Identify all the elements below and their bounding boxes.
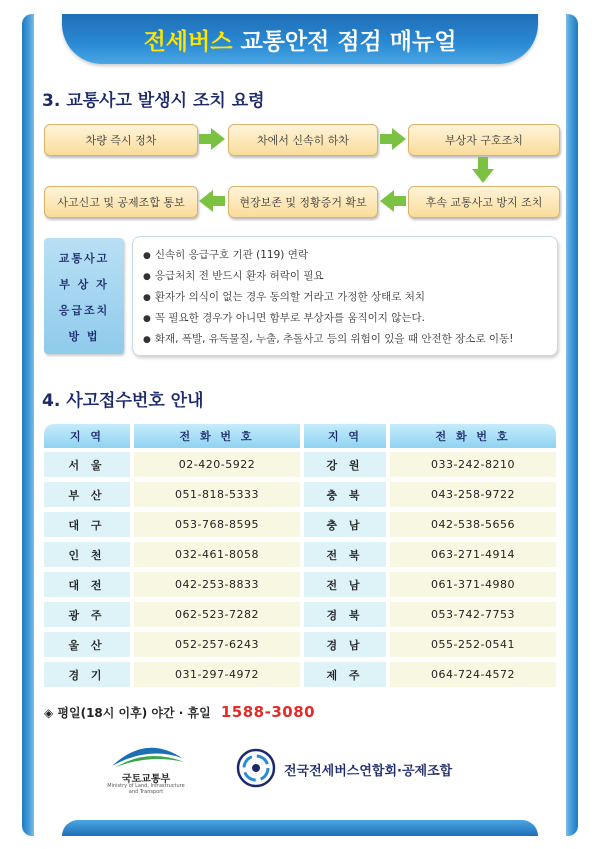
header-phone-right: 전 화 번 호: [390, 424, 556, 448]
flow-step-6: 사고신고 및 공제조합 통보: [44, 186, 198, 218]
guide-item: ● 응급처치 전 반드시 환자 허락이 필요: [143, 268, 324, 283]
table-region-cell: 제 주: [304, 662, 386, 687]
guide-content-box: [132, 236, 558, 356]
guide-item: ● 신속히 응급구호 기관 (119) 연락: [143, 247, 308, 262]
association-logo: [236, 748, 453, 792]
association-name: 전국전세버스연합회·공제조합: [284, 764, 453, 779]
table-region-cell: 충 북: [304, 482, 386, 507]
table-region-cell: 강 원: [304, 452, 386, 477]
table-phone-cell: 062-523-7282: [134, 602, 300, 627]
flow-step-1: 차량 즉시 정차: [44, 124, 198, 156]
table-phone-cell: 053-768-8595: [134, 512, 300, 537]
flow-step-2: 차에서 신속히 하차: [228, 124, 378, 156]
table-region-cell: 인 천: [44, 542, 130, 567]
table-phone-cell: 063-271-4914: [390, 542, 556, 567]
guide-item: ● 화재, 폭발, 유독물질, 누출, 추돌사고 등의 위험이 있을 때 안전한 장소로 이동!: [143, 331, 513, 346]
title-rest: 교통안전 점검 매뉴얼: [240, 28, 457, 55]
table-phone-cell: 033-242-8210: [390, 452, 556, 477]
table-phone-cell: 052-257-6243: [134, 632, 300, 657]
arrow-right-icon: [380, 128, 406, 150]
guide-label-line: 교통사고: [58, 252, 110, 265]
table-phone-cell: 055-252-0541: [390, 632, 556, 657]
title-accent: 전세버스: [143, 28, 233, 55]
table-region-cell: 전 북: [304, 542, 386, 567]
arrow-down-icon: [472, 157, 494, 183]
ministry-emblem-icon: [104, 740, 188, 768]
table-phone-cell: 064-724-4572: [390, 662, 556, 687]
table-phone-cell: 051-818-5333: [134, 482, 300, 507]
table-phone-cell: 02-420-5922: [134, 452, 300, 477]
hotline: [44, 703, 315, 721]
arrow-left-icon: [380, 190, 406, 212]
table-phone-cell: 032-461-8058: [134, 542, 300, 567]
flow-step-3: 부상자 구호조치: [408, 124, 560, 156]
arrow-right-icon: [199, 128, 225, 150]
table-region-cell: 울 산: [44, 632, 130, 657]
flow-step-4: 후속 교통사고 방지 조치: [408, 186, 560, 218]
header-region-left: 지 역: [44, 424, 130, 448]
section4-title: 4. 사고접수번호 안내: [42, 391, 204, 411]
association-emblem-icon: [236, 748, 276, 788]
ministry-en: Ministry of Land, Infrastructure and Transport: [107, 783, 185, 795]
header-phone-left: 전 화 번 호: [134, 424, 300, 448]
guide-item: ● 환자가 의식이 없는 경우 동의할 거라고 가정한 상태로 처치: [143, 289, 425, 304]
guide-label-line: 응급조치: [58, 304, 110, 317]
table-phone-cell: 053-742-7753: [390, 602, 556, 627]
table-region-cell: 경 기: [44, 662, 130, 687]
table-region-cell: 경 북: [304, 602, 386, 627]
table-region-cell: 부 산: [44, 482, 130, 507]
table-region-cell: 대 구: [44, 512, 130, 537]
table-region-cell: 경 남: [304, 632, 386, 657]
table-phone-cell: 031-297-4972: [134, 662, 300, 687]
guide-label-line: 부 상 자: [59, 278, 109, 291]
bottom-bar: [62, 820, 538, 836]
hotline-number: 1588-3080: [220, 703, 316, 721]
ministry-logo: [104, 740, 188, 800]
table-region-cell: 광 주: [44, 602, 130, 627]
flow-step-5: 현장보존 및 정황증거 확보: [228, 186, 378, 218]
section3-title: 3. 교통사고 발생시 조치 요령: [42, 91, 265, 111]
guide-item: ● 꼭 필요한 경우가 아니면 함부로 부상자를 움직이지 않는다.: [143, 310, 425, 325]
table-region-cell: 서 울: [44, 452, 130, 477]
table-region-cell: 충 남: [304, 512, 386, 537]
table-region-cell: 전 남: [304, 572, 386, 597]
table-phone-cell: 042-538-5656: [390, 512, 556, 537]
hotline-label: ◈ 평일(18시 이후) 야간 · 휴일: [44, 706, 211, 720]
table-phone-cell: 042-253-8833: [134, 572, 300, 597]
guide-label-line: 방 법: [68, 330, 100, 343]
arrow-left-icon: [199, 190, 225, 212]
table-phone-cell: 061-371-4980: [390, 572, 556, 597]
header-region-right: 지 역: [304, 424, 386, 448]
table-phone-cell: 043-258-9722: [390, 482, 556, 507]
ministry-name: 국토교통부: [121, 774, 171, 785]
title-banner: [62, 14, 538, 64]
guide-label-box: [44, 238, 124, 354]
table-region-cell: 대 전: [44, 572, 130, 597]
